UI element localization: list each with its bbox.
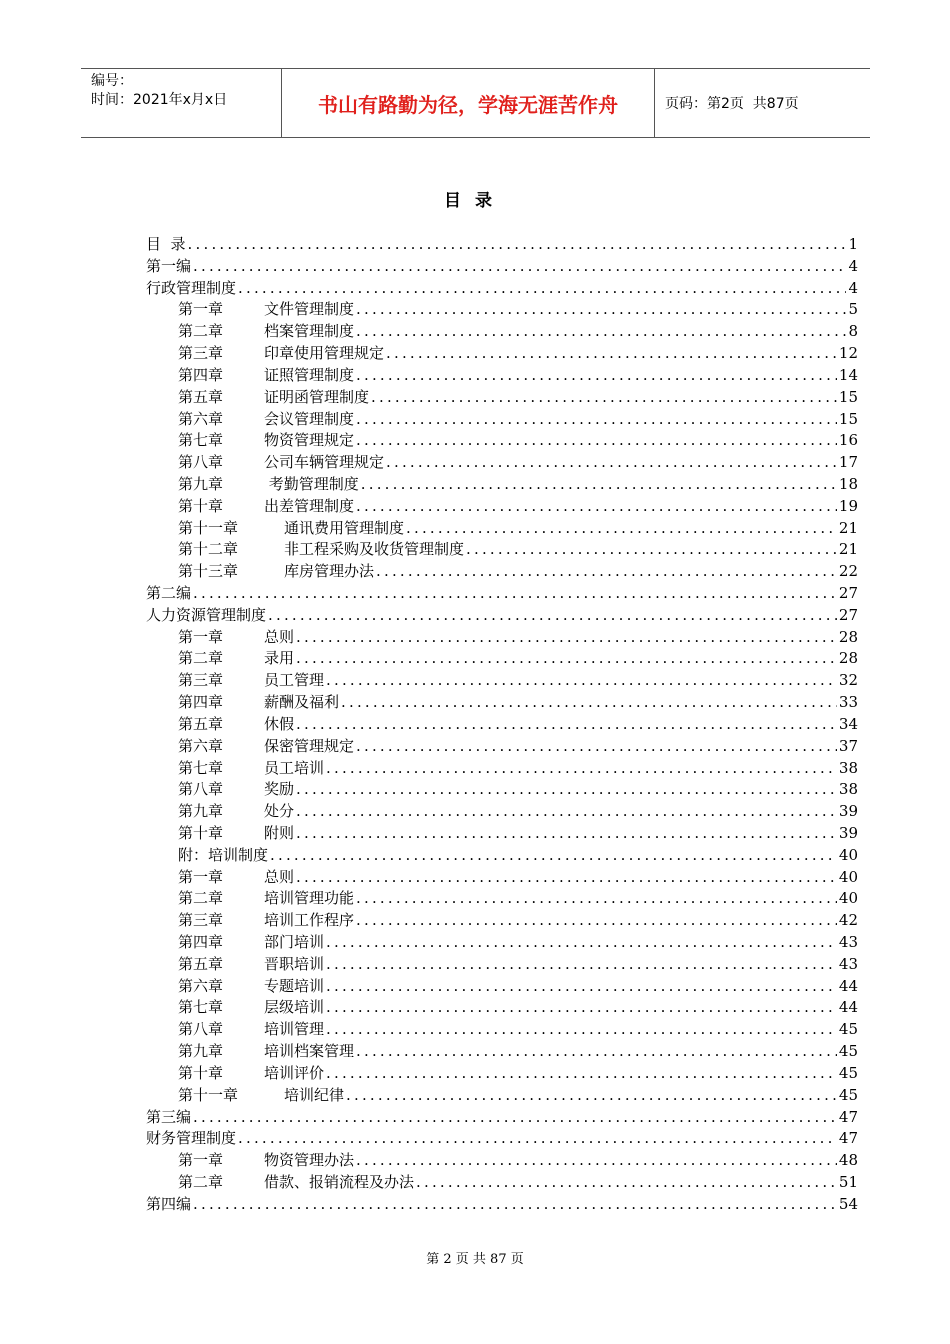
toc-entry-title: 第二编 xyxy=(146,584,192,602)
toc-entry[interactable] xyxy=(146,277,858,299)
toc-dot-leader xyxy=(193,1108,837,1126)
toc-entry-title: 非工程采购及收货管理制度 xyxy=(284,540,465,559)
toc-entry-title: 人力资源管理制度 xyxy=(146,605,267,624)
toc-dot-leader xyxy=(386,344,837,362)
toc-entry-title: 目 录 xyxy=(146,235,186,253)
toc-entry-title: 部门培训 xyxy=(264,933,325,951)
toc-entry-title: 第一编 xyxy=(146,256,192,275)
toc-dot-leader xyxy=(356,1151,837,1169)
toc-chapter-number: 第一章 xyxy=(178,627,224,646)
toc-entry[interactable] xyxy=(146,1149,858,1171)
toc-dot-leader xyxy=(326,977,837,995)
toc-entry[interactable] xyxy=(146,1193,858,1215)
toc-page-number: 39 xyxy=(838,823,858,842)
toc-page-number: 19 xyxy=(838,496,858,515)
toc-chapter-number: 第七章 xyxy=(178,431,224,450)
header-meta xyxy=(81,69,282,137)
toc-page-number: 40 xyxy=(838,867,858,886)
toc-chapter-number: 第二章 xyxy=(178,889,224,908)
toc-dot-leader xyxy=(296,802,837,820)
toc-dot-leader xyxy=(416,1173,837,1191)
toc-dot-leader xyxy=(326,759,837,777)
toc-dot-leader xyxy=(296,868,837,886)
toc-entry[interactable] xyxy=(146,691,858,713)
toc-dot-leader xyxy=(193,257,846,275)
toc-page-number: 39 xyxy=(838,802,858,821)
toc-entry[interactable] xyxy=(146,1062,858,1084)
toc-entry-title: 录用 xyxy=(264,649,295,668)
toc-page-number: 38 xyxy=(838,780,858,799)
toc-page-number: 44 xyxy=(838,976,858,995)
toc-chapter-number: 第九章 xyxy=(178,802,224,821)
toc-entry[interactable] xyxy=(146,953,858,975)
toc-entry[interactable] xyxy=(146,1018,858,1040)
toc-dot-leader xyxy=(356,1042,837,1060)
toc-entry-title: 物资管理办法 xyxy=(264,1151,355,1170)
toc-entry[interactable] xyxy=(146,866,858,888)
toc-dot-leader xyxy=(238,1129,837,1147)
toc-page-number: 43 xyxy=(838,933,858,951)
toc-entry-title: 文件管理制度 xyxy=(264,300,355,319)
toc-page-number: 4 xyxy=(848,278,858,297)
toc-dot-leader xyxy=(341,693,837,711)
toc-chapter-number: 第五章 xyxy=(178,954,224,973)
toc-entry[interactable] xyxy=(146,1084,858,1106)
header-number-label: 编号： xyxy=(91,73,133,89)
toc-dot-leader xyxy=(193,1195,837,1213)
toc-page-number: 12 xyxy=(838,344,858,363)
toc-entry-title: 行政管理制度 xyxy=(146,278,237,297)
toc-entry-title: 第三编 xyxy=(146,1107,192,1126)
toc-chapter-number: 第十一章 xyxy=(178,518,239,537)
toc-entry-title: 印章使用管理规定 xyxy=(264,344,385,363)
toc-dot-leader xyxy=(356,497,837,515)
toc-dot-leader xyxy=(356,366,837,384)
toc-entry[interactable] xyxy=(146,604,858,626)
toc-entry[interactable] xyxy=(146,1106,858,1128)
toc-page-number: 54 xyxy=(838,1194,858,1213)
toc-entry-title: 处分 xyxy=(264,802,295,821)
toc-chapter-number: 第四章 xyxy=(178,933,224,951)
toc-dot-leader xyxy=(386,453,837,471)
toc-page-number: 15 xyxy=(838,387,858,406)
toc-entry[interactable] xyxy=(146,1040,858,1062)
toc-page-number: 47 xyxy=(838,1129,858,1148)
toc-chapter-number: 第二章 xyxy=(178,649,224,668)
toc-page-number: 5 xyxy=(848,300,858,319)
toc-entry-title: 附则 xyxy=(264,823,295,842)
toc-chapter-number: 第八章 xyxy=(178,453,224,472)
toc-entry-title: 员工培训 xyxy=(264,758,325,777)
toc-dot-leader xyxy=(361,475,837,493)
toc-dot-leader xyxy=(296,824,837,842)
toc-page-number: 8 xyxy=(848,322,858,341)
toc-entry-title: 档案管理制度 xyxy=(264,322,355,341)
toc-chapter-number: 第八章 xyxy=(178,1020,224,1039)
toc-dot-leader xyxy=(268,606,837,624)
toc-page-number: 16 xyxy=(838,431,858,450)
toc-entry-title: 培训档案管理 xyxy=(264,1042,355,1061)
toc-chapter-number: 第二章 xyxy=(178,1172,224,1191)
toc-chapter-number: 第六章 xyxy=(178,409,224,428)
toc-chapter-number: 第十一章 xyxy=(178,1085,239,1104)
toc-chapter-number: 第三章 xyxy=(178,671,224,690)
toc-entry-title: 库房管理办法 xyxy=(284,562,375,581)
toc-entry[interactable] xyxy=(146,822,858,844)
toc-entry-title: 培训管理功能 xyxy=(264,889,355,908)
toc-entry[interactable] xyxy=(146,386,858,408)
toc-dot-leader xyxy=(356,889,837,907)
toc-page-number: 27 xyxy=(838,605,858,624)
toc-entry[interactable] xyxy=(146,408,858,430)
toc-entry[interactable] xyxy=(146,975,858,997)
toc-entry[interactable] xyxy=(146,757,858,779)
toc-chapter-number: 第十章 xyxy=(178,496,224,515)
toc-chapter-number: 第十二章 xyxy=(178,540,239,559)
toc-chapter-number: 第七章 xyxy=(178,998,224,1017)
toc-entry-title: 保密管理规定 xyxy=(264,736,355,755)
document-title: 目录 xyxy=(444,191,506,211)
toc-chapter-number: 第一章 xyxy=(178,300,224,319)
toc-entry-title: 休假 xyxy=(264,714,295,733)
toc-entry-title: 物资管理规定 xyxy=(264,431,355,450)
toc-entry-title: 借款、报销流程及办法 xyxy=(264,1172,415,1191)
toc-entry-title: 培训工作程序 xyxy=(264,911,355,930)
toc-dot-leader xyxy=(326,955,837,973)
toc-entry[interactable] xyxy=(146,342,858,364)
toc-entry[interactable] xyxy=(146,320,858,342)
toc-chapter-number: 第八章 xyxy=(178,780,224,799)
toc-chapter-number: 第六章 xyxy=(178,976,224,995)
toc-entry[interactable] xyxy=(146,626,858,648)
toc-chapter-number: 第十章 xyxy=(178,1063,224,1082)
toc-entry-title: 总则 xyxy=(264,867,295,886)
toc-page-number: 28 xyxy=(838,627,858,646)
toc-dot-leader xyxy=(466,540,837,558)
toc-chapter-number: 第三章 xyxy=(178,911,224,930)
toc-dot-leader xyxy=(356,431,837,449)
toc-dot-leader xyxy=(326,998,837,1016)
toc-entry[interactable] xyxy=(146,517,858,539)
toc-page-number: 37 xyxy=(838,736,858,755)
toc-chapter-number: 第十章 xyxy=(178,823,224,842)
toc-dot-leader xyxy=(193,584,837,602)
toc-page-number: 38 xyxy=(838,758,858,777)
toc-entry-title: 培训纪律 xyxy=(284,1085,345,1104)
toc-entry-title: 附：培训制度 xyxy=(178,845,269,864)
toc-entry[interactable] xyxy=(146,1127,858,1149)
toc-page-number: 28 xyxy=(838,649,858,668)
toc-dot-leader xyxy=(346,1086,837,1104)
toc-entry[interactable] xyxy=(146,255,858,277)
toc-dot-leader xyxy=(326,1020,837,1038)
toc-page-number: 32 xyxy=(838,671,858,690)
toc-entry[interactable] xyxy=(146,800,858,822)
toc-page-number: 45 xyxy=(838,1042,858,1061)
toc-entry[interactable] xyxy=(146,931,858,953)
toc-dot-leader xyxy=(356,300,846,318)
page-header xyxy=(81,68,870,138)
toc-entry-title: 晋职培训 xyxy=(264,954,325,973)
toc-dot-leader xyxy=(326,933,837,951)
toc-chapter-number: 第三章 xyxy=(178,344,224,363)
toc-page-number: 34 xyxy=(838,714,858,733)
toc-entry-title: 出差管理制度 xyxy=(264,496,355,515)
toc-dot-leader xyxy=(406,519,837,537)
toc-page-number: 27 xyxy=(838,584,858,602)
toc-entry[interactable] xyxy=(146,233,858,255)
toc-dot-leader xyxy=(270,846,837,864)
toc-page-number: 21 xyxy=(838,518,858,537)
header-page-info-cell xyxy=(655,69,870,137)
toc-entry[interactable] xyxy=(146,495,858,517)
toc-chapter-number: 第五章 xyxy=(178,387,224,406)
toc-entry[interactable] xyxy=(146,582,858,604)
header-date-label: 时间：2021年x月x日 xyxy=(91,92,228,108)
toc-page-number: 45 xyxy=(838,1063,858,1082)
toc-entry-title: 证明函管理制度 xyxy=(264,387,370,406)
header-page-info: 页码：第2页 共87页 xyxy=(665,96,799,112)
toc-entry-title: 薪酬及福利 xyxy=(264,693,340,712)
toc-entry[interactable] xyxy=(146,1171,858,1193)
toc-dot-leader xyxy=(371,388,837,406)
toc-chapter-number: 第十三章 xyxy=(178,562,239,581)
toc-entry[interactable] xyxy=(146,996,858,1018)
toc-chapter-number: 第一章 xyxy=(178,867,224,886)
toc-entry[interactable] xyxy=(146,473,858,495)
toc-page-number: 22 xyxy=(838,562,858,581)
toc-page-number: 33 xyxy=(838,693,858,712)
toc-page-number: 40 xyxy=(838,889,858,908)
toc-entry-title: 公司车辆管理规定 xyxy=(264,453,385,472)
toc-dot-leader xyxy=(296,715,837,733)
toc-entry-title: 总则 xyxy=(264,627,295,646)
toc-chapter-number: 第二章 xyxy=(178,322,224,341)
toc-page-number: 51 xyxy=(838,1172,858,1191)
toc-chapter-number: 第六章 xyxy=(178,736,224,755)
toc-entry-title: 通讯费用管理制度 xyxy=(284,518,405,537)
toc-entry[interactable] xyxy=(146,364,858,386)
toc-page-number: 17 xyxy=(838,453,858,472)
toc-entry-title: 第四编 xyxy=(146,1194,192,1213)
toc-entry-title: 证照管理制度 xyxy=(264,365,355,384)
toc-entry-title: 奖励 xyxy=(264,780,295,799)
toc-entry-title: 会议管理制度 xyxy=(264,409,355,428)
toc-chapter-number: 第四章 xyxy=(178,693,224,712)
toc-dot-leader xyxy=(238,279,846,297)
toc-dot-leader xyxy=(376,562,837,580)
toc-chapter-number: 第五章 xyxy=(178,714,224,733)
toc-entry-title: 专题培训 xyxy=(264,976,325,995)
toc-dot-leader xyxy=(296,628,837,646)
toc-entry[interactable] xyxy=(146,669,858,691)
toc-entry[interactable] xyxy=(146,647,858,669)
toc-dot-leader xyxy=(296,649,837,667)
toc-page-number: 43 xyxy=(838,954,858,973)
toc-entry[interactable] xyxy=(146,735,858,757)
toc-page-number: 47 xyxy=(838,1107,858,1126)
toc-entry[interactable] xyxy=(146,560,858,582)
header-motto: 书山有路勤为径，学海无涯苦作舟 xyxy=(282,69,655,137)
toc-entry[interactable] xyxy=(146,451,858,473)
toc-entry[interactable] xyxy=(146,538,858,560)
toc-dot-leader xyxy=(356,911,837,929)
toc-page-number: 1 xyxy=(848,235,858,253)
toc-chapter-number: 第一章 xyxy=(178,1151,224,1170)
toc-dot-leader xyxy=(326,671,837,689)
toc-chapter-number: 第九章 xyxy=(178,474,224,493)
toc-entry-title: 员工管理 xyxy=(264,671,325,690)
toc-page-number: 4 xyxy=(848,256,858,275)
toc-page-number: 14 xyxy=(838,365,858,384)
toc-dot-leader xyxy=(356,322,846,340)
toc-dot-leader xyxy=(356,410,837,428)
toc-entry[interactable] xyxy=(146,298,858,320)
toc-chapter-number: 第七章 xyxy=(178,758,224,777)
toc-page-number: 45 xyxy=(838,1020,858,1039)
toc-entry[interactable] xyxy=(146,713,858,735)
toc-entry-title: 财务管理制度 xyxy=(146,1129,237,1148)
toc-entry-title: 考勤管理制度 xyxy=(264,474,359,493)
toc-entry-title: 培训评价 xyxy=(264,1063,325,1082)
toc-chapter-number: 第九章 xyxy=(178,1042,224,1061)
toc-dot-leader xyxy=(188,235,847,253)
toc-entry[interactable] xyxy=(146,909,858,931)
toc-entry-title: 层级培训 xyxy=(264,998,325,1017)
toc-entry-title: 培训管理 xyxy=(264,1020,325,1039)
toc-chapter-number: 第四章 xyxy=(178,365,224,384)
toc-page-number: 48 xyxy=(838,1151,858,1170)
toc-entry[interactable] xyxy=(146,778,858,800)
toc-page-number: 18 xyxy=(838,474,858,493)
page-footer: 第 2 页 共 87 页 xyxy=(426,1252,524,1267)
toc-page-number: 45 xyxy=(838,1085,858,1104)
toc-dot-leader xyxy=(356,737,837,755)
toc-page-number: 42 xyxy=(838,911,858,930)
toc-entry[interactable] xyxy=(146,887,858,909)
toc-page-number: 44 xyxy=(838,998,858,1017)
toc-entry[interactable] xyxy=(146,844,858,866)
table-of-contents xyxy=(146,233,858,1215)
toc-dot-leader xyxy=(326,1064,837,1082)
toc-dot-leader xyxy=(296,780,837,798)
toc-page-number: 21 xyxy=(838,540,858,559)
toc-page-number: 40 xyxy=(838,845,858,864)
toc-page-number: 15 xyxy=(838,409,858,428)
toc-entry[interactable] xyxy=(146,429,858,451)
